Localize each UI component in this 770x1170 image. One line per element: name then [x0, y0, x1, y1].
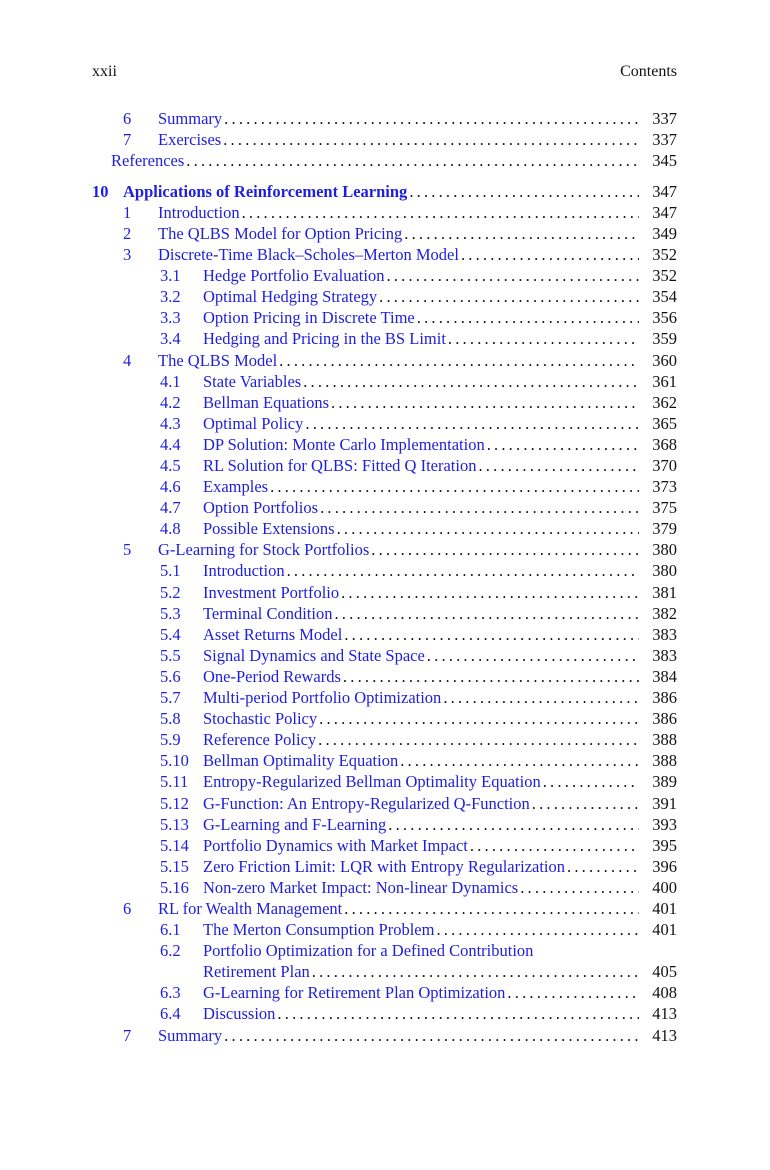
entry-leader	[532, 793, 639, 814]
entry-number: 5.2	[160, 582, 181, 602]
entry-leader	[287, 560, 639, 581]
entry-number: 10	[92, 181, 109, 201]
entry-leader	[224, 108, 639, 129]
entry-leader	[312, 961, 639, 982]
entry-page: 375	[652, 498, 677, 518]
toc-entry[interactable]	[92, 518, 677, 539]
entry-number: 3.4	[160, 329, 181, 349]
toc-entry[interactable]	[92, 413, 677, 434]
entry-page: 365	[652, 413, 677, 433]
entry-number: 5.3	[160, 603, 181, 623]
entry-number: 4.3	[160, 413, 181, 433]
entry-number: 5.9	[160, 730, 181, 750]
entry-title: Reference Policy	[203, 730, 317, 750]
entry-number: 5.4	[160, 624, 181, 644]
entry-number: 6.1	[160, 920, 181, 940]
entry-leader	[319, 708, 639, 729]
entry-number: 4.5	[160, 456, 181, 475]
entry-leader	[478, 455, 639, 476]
entry-title: Optimal Policy	[203, 413, 304, 433]
toc-entry[interactable]	[92, 455, 677, 476]
entry-number: 6	[123, 898, 132, 918]
entry-title: DP Solution: Monte Carlo Implementation	[203, 434, 485, 454]
entry-number: 4.1	[160, 371, 181, 391]
entry-leader	[320, 497, 639, 518]
entry-title: The Merton Consumption Problem	[203, 920, 435, 940]
toc-entry[interactable]	[92, 202, 677, 223]
entry-leader	[404, 223, 639, 244]
toc-entry[interactable]	[92, 244, 677, 265]
entry-leader	[341, 582, 639, 603]
entry-number: 5.5	[160, 645, 181, 665]
entry-number: 6.2	[160, 941, 181, 961]
entry-title: RL Solution for QLBS: Fitted Q Iteration	[203, 456, 477, 475]
entry-page: 389	[652, 772, 677, 792]
entry-number: 4.8	[160, 519, 181, 539]
entry-number: 6.4	[160, 1004, 181, 1024]
toc-entry[interactable]	[92, 371, 677, 392]
entry-page: 393	[652, 814, 677, 834]
entry-leader	[487, 434, 639, 455]
entry-number: 5.10	[160, 751, 189, 771]
entry-title: Signal Dynamics and State Space	[203, 645, 425, 665]
toc-entry[interactable]	[92, 307, 677, 328]
entry-number: 4	[123, 350, 132, 370]
entry-leader	[436, 919, 639, 940]
entry-number: 3.1	[160, 266, 181, 286]
entry-title: Discussion	[203, 1004, 276, 1024]
toc-entry[interactable]	[92, 645, 677, 666]
toc-entry[interactable]	[92, 108, 677, 129]
entry-page: 383	[652, 645, 677, 665]
running-head	[92, 63, 677, 81]
entry-title: Hedge Portfolio Evaluation	[203, 266, 385, 286]
entry-title: Summary	[158, 109, 223, 128]
entry-title: Asset Returns Model	[203, 624, 343, 644]
toc-entry[interactable]	[92, 560, 677, 581]
toc-entry[interactable]	[92, 624, 677, 645]
entry-leader	[270, 476, 639, 497]
toc-entry[interactable]	[92, 982, 677, 1003]
entry-leader	[543, 771, 639, 792]
toc-entry[interactable]	[92, 129, 677, 150]
entry-title: The QLBS Model for Option Pricing	[158, 223, 403, 243]
entry-number: 5.8	[160, 709, 181, 729]
entry-title: One-Period Rewards	[203, 666, 341, 686]
entry-page: 373	[652, 477, 677, 497]
entry-number: 5.13	[160, 814, 189, 834]
entry-leader	[337, 518, 639, 539]
entry-page: 359	[652, 329, 677, 349]
entry-title: Non-zero Market Impact: Non-linear Dynamics	[203, 877, 519, 897]
entry-page: 352	[652, 245, 677, 265]
entry-title: Bellman Optimality Equation	[203, 751, 399, 771]
entry-number: 7	[123, 130, 132, 150]
toc-entry[interactable]	[92, 286, 677, 307]
entry-page: 361	[652, 371, 677, 391]
entry-leader	[448, 328, 639, 349]
entry-page: 349	[652, 223, 677, 243]
entry-page: 400	[652, 877, 677, 897]
entry-page: 386	[652, 709, 677, 729]
entry-number: 5.15	[160, 856, 189, 876]
toc-list	[92, 108, 677, 1046]
toc-entry[interactable]	[92, 582, 677, 603]
entry-page: 345	[652, 151, 677, 171]
entry-title: Portfolio Dynamics with Market Impact	[203, 835, 468, 855]
entry-number: 7	[123, 1025, 132, 1045]
entry-leader	[507, 982, 639, 1003]
entry-title: Entropy-Regularized Bellman Optimality Equation	[203, 772, 541, 792]
entry-leader	[461, 244, 639, 265]
toc-entry[interactable]	[92, 835, 677, 856]
toc-entry[interactable]	[92, 265, 677, 286]
entry-page: 380	[652, 540, 677, 560]
entry-page: 380	[652, 561, 677, 581]
entry-page: 413	[652, 1004, 677, 1024]
toc-entry[interactable]	[92, 750, 677, 771]
toc-entry[interactable]	[92, 666, 677, 687]
entry-page: 395	[652, 835, 677, 855]
toc-entry[interactable]	[92, 539, 677, 560]
entry-leader	[443, 687, 639, 708]
entry-page: 360	[652, 350, 677, 370]
toc-entry[interactable]	[92, 434, 677, 455]
entry-title: Investment Portfolio	[203, 582, 340, 602]
entry-number: 4.6	[160, 477, 181, 497]
entry-number: 3	[123, 245, 132, 265]
entry-number: 5.12	[160, 793, 189, 813]
entry-page: 347	[652, 202, 677, 222]
entry-page: 354	[652, 287, 677, 307]
toc-entry[interactable]	[92, 940, 677, 961]
entry-title: Multi-period Portfolio Optimization	[203, 688, 442, 708]
entry-title: Applications of Reinforcement Learning	[123, 181, 408, 201]
entry-page: 413	[652, 1025, 677, 1045]
running-head-title: Contents	[620, 63, 677, 80]
entry-leader	[224, 1025, 639, 1046]
entry-number: 5.7	[160, 688, 181, 708]
entry-page: 391	[652, 793, 677, 813]
entry-title: References	[111, 151, 185, 171]
toc-entry[interactable]	[92, 328, 677, 349]
entry-title: Discrete-Time Black–Scholes–Merton Model	[158, 245, 459, 265]
entry-title: Bellman Equations	[203, 392, 330, 412]
entry-title: Possible Extensions	[203, 519, 335, 539]
entry-page: 408	[652, 983, 677, 1003]
entry-title: G-Learning for Stock Portfolios	[158, 540, 370, 560]
entry-page: 384	[652, 666, 677, 686]
entry-title: Hedging and Pricing in the BS Limit	[203, 329, 446, 349]
toc-entry[interactable]	[92, 476, 677, 497]
entry-leader	[305, 413, 639, 434]
toc-entry[interactable]	[92, 223, 677, 244]
entry-leader	[386, 265, 639, 286]
entry-title: Portfolio Optimization for a Defined Contribution	[203, 941, 534, 961]
toc-entry[interactable]	[92, 687, 677, 708]
toc-entry[interactable]	[92, 603, 677, 624]
entry-page: 388	[652, 751, 677, 771]
entry-leader	[279, 350, 639, 371]
entry-number: 4.4	[160, 434, 181, 454]
entry-number: 4.7	[160, 498, 181, 518]
toc-entry[interactable]	[92, 919, 677, 940]
entry-leader	[277, 1003, 639, 1024]
entry-number: 5	[123, 540, 132, 560]
entry-title: G-Learning for Retirement Plan Optimization	[203, 983, 506, 1003]
entry-title: Zero Friction Limit: LQR with Entropy Regularization	[203, 856, 566, 876]
entry-leader	[400, 750, 639, 771]
entry-leader	[343, 666, 639, 687]
entry-leader	[223, 129, 639, 150]
toc-entry[interactable]	[92, 961, 677, 982]
entry-title: State Variables	[203, 371, 302, 391]
entry-leader	[409, 181, 639, 202]
toc-entry[interactable]	[92, 771, 677, 792]
entry-title: Optimal Hedging Strategy	[203, 287, 378, 307]
entry-leader	[379, 286, 639, 307]
entry-leader	[186, 150, 639, 171]
entry-title: Option Pricing in Discrete Time	[203, 308, 415, 328]
entry-number: 5.1	[160, 561, 181, 581]
entry-number: 3.3	[160, 308, 181, 328]
entry-number: 4.2	[160, 392, 181, 412]
toc-entry[interactable]	[92, 729, 677, 750]
entry-page: 368	[652, 434, 677, 454]
entry-page: 362	[652, 392, 677, 412]
toc-entry[interactable]	[92, 708, 677, 729]
entry-page: 401	[652, 920, 677, 940]
entry-page: 386	[652, 688, 677, 708]
entry-leader	[427, 645, 639, 666]
entry-page: 337	[652, 109, 677, 128]
entry-title: Introduction	[158, 202, 240, 222]
entry-title: Terminal Condition	[203, 603, 333, 623]
toc-entry[interactable]	[92, 856, 677, 877]
entry-leader	[417, 307, 639, 328]
entry-title: G-Function: An Entropy-Regularized Q-Function	[203, 793, 530, 813]
entry-leader	[470, 835, 639, 856]
entry-page: 383	[652, 624, 677, 644]
entry-title: Retirement Plan	[203, 962, 310, 982]
entry-number: 6	[123, 109, 132, 128]
entry-page: 379	[652, 519, 677, 539]
entry-page: 347	[652, 181, 677, 201]
folio-page-number: xxii	[92, 63, 117, 80]
entry-title: G-Learning and F-Learning	[203, 814, 387, 834]
toc-entry[interactable]	[92, 877, 677, 898]
toc-entry[interactable]	[92, 1003, 677, 1024]
entry-title: Summary	[158, 1025, 223, 1045]
entry-leader	[344, 898, 639, 919]
entry-number: 1	[123, 202, 132, 222]
entry-page: 370	[652, 456, 677, 475]
entry-leader	[344, 624, 639, 645]
toc-entry[interactable]	[92, 150, 677, 171]
entry-page: 401	[652, 898, 677, 918]
entry-page: 388	[652, 730, 677, 750]
entry-leader	[331, 392, 639, 413]
entry-number: 5.6	[160, 666, 181, 686]
toc-entry[interactable]	[92, 1025, 677, 1046]
entry-title: Stochastic Policy	[203, 709, 318, 729]
entry-page: 405	[652, 962, 677, 982]
entry-title: Exercises	[158, 130, 222, 150]
toc-entry[interactable]	[92, 181, 677, 202]
entry-leader	[388, 814, 639, 835]
entry-title: The QLBS Model	[158, 350, 278, 370]
entry-number: 3.2	[160, 287, 181, 307]
toc-entry[interactable]	[92, 898, 677, 919]
entry-leader	[334, 603, 639, 624]
toc-entry[interactable]	[92, 350, 677, 371]
toc-entry[interactable]	[92, 392, 677, 413]
entry-leader	[371, 539, 639, 560]
entry-leader	[242, 202, 639, 223]
entry-number: 6.3	[160, 983, 181, 1003]
entry-page: 356	[652, 308, 677, 328]
entry-number: 5.11	[160, 772, 189, 792]
entry-leader	[520, 877, 639, 898]
toc-entry[interactable]	[92, 497, 677, 518]
entry-leader	[567, 856, 639, 877]
entry-title: Introduction	[203, 561, 285, 581]
toc-entry[interactable]	[92, 793, 677, 814]
entry-number: 2	[123, 223, 132, 243]
entry-leader	[318, 729, 639, 750]
entry-number: 5.14	[160, 835, 189, 855]
entry-page: 382	[652, 603, 677, 623]
toc-entry[interactable]	[92, 814, 677, 835]
entry-title: Option Portfolios	[203, 498, 319, 518]
entry-page: 337	[652, 130, 677, 150]
entry-page: 381	[652, 582, 677, 602]
entry-title: RL for Wealth Management	[158, 898, 343, 918]
entry-page: 352	[652, 266, 677, 286]
entry-number: 5.16	[160, 877, 189, 897]
entry-leader	[303, 371, 639, 392]
entry-page: 396	[652, 856, 677, 876]
entry-title: Examples	[203, 477, 269, 497]
